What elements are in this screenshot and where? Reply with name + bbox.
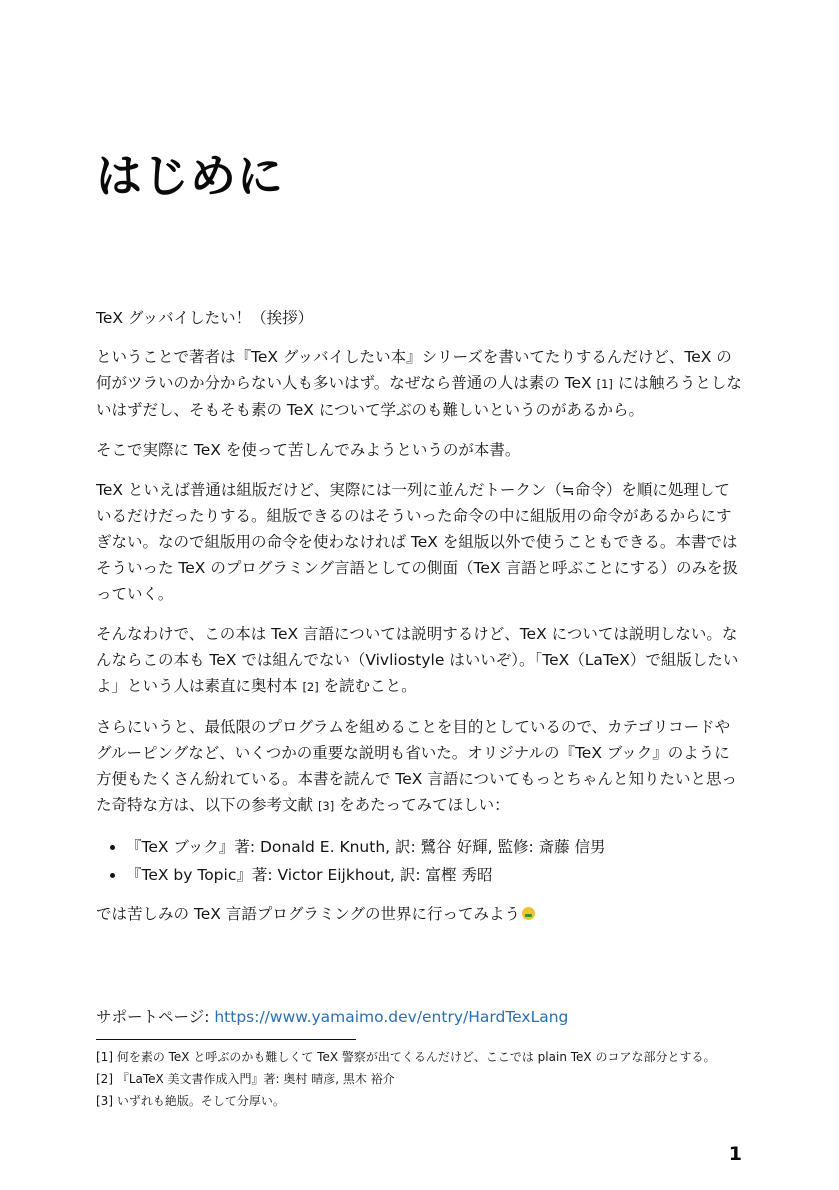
footnote-divider — [96, 1039, 356, 1040]
support-label: サポートページ: — [96, 1008, 215, 1026]
reference-item: • 『TeX ブック』著: Donald E. Knuth, 訳: 鷺谷 好輝, 監修: 斎藤 信男 — [126, 833, 744, 861]
page-title: はじめに — [96, 149, 284, 203]
sick-face-emoji-icon — [522, 907, 535, 920]
support-link[interactable]: https://www.yamaimo.dev/entry/HardTexLang — [214, 1008, 569, 1026]
paragraph-4-text-a: そんなわけで、この本は TeX 言語については説明するけど、TeX については説明しない。なんならこの本も TeX では組んでない（Vivliostyle はいいぞ）。「TeX（LaTeX）で組版したいよ」という人は素直に奥村本 — [96, 625, 739, 695]
footnote-2: [2] 『LaTeX 美文書作成入門』著: 奥村 晴彦, 黒木 裕介 — [96, 1072, 395, 1086]
intro-body — [96, 305, 744, 941]
paragraph-5-text-b: をあたってみてほしい： — [334, 796, 510, 814]
footnotes — [96, 1046, 756, 1112]
closing-paragraph — [96, 901, 744, 927]
paragraph-1 — [96, 344, 744, 423]
closing-text: では苦しみの TeX 言語プログラミングの世界に行ってみよう — [96, 905, 521, 923]
paragraph-4-text-b: を読むこと。 — [318, 677, 417, 695]
reference-item: • 『TeX by Topic』著: Victor Eijkhout, 訳: 富樫 秀昭 — [126, 861, 744, 889]
reference-list — [96, 833, 744, 889]
support-line — [96, 1004, 568, 1030]
paragraph-1-text-b: には触ろうとしないはずだし、そもそも素の TeX について学ぶのも難しいというのがあるから。 — [96, 374, 742, 419]
paragraph-1-text-a: ということで著者は『TeX グッバイしたい本』シリーズを書いてたりするんだけど、TeX の何がツラいのか分からない人も多いはず。なぜなら普通の人は素の TeX — [96, 348, 732, 392]
greeting-paragraph: TeX グッバイしたい！（挨拶） — [96, 309, 314, 327]
citation-1[interactable]: [1] — [596, 377, 613, 391]
paragraph-2: そこで実際に TeX を使って苦しんでみようというのが本書。 — [96, 441, 521, 459]
citation-3[interactable]: [3] — [317, 799, 335, 813]
paragraph-5 — [96, 714, 744, 819]
paragraph-4 — [96, 621, 744, 700]
footnote-1: [1] 何を素の TeX と呼ぶのかも難しくて TeX 警察が出てくるんだけど、ここでは plain TeX のコアな部分とする。 — [96, 1050, 716, 1064]
paragraph-5-text-a: さらにいうと、最低限のプログラムを組めることを目的としているので、カテゴリコードやグルーピングなど、いくつかの重要な説明も省いた。オリジナルの『TeX ブック』のように方便もたくさん紛れている。本書を読んで TeX 言語についてもっとちゃんと知りたいと思った奇特な方は、以下の参考文献 — [96, 718, 738, 814]
citation-2[interactable]: [2] — [302, 680, 319, 694]
page-number: 1 — [728, 1143, 742, 1165]
paragraph-3: TeX といえば普通は組版だけど、実際には一列に並んだトークン（≒命令）を順に処理しているだけだったりする。組版できるのはそういった命令の中に組版用の命令があるからにすぎない。なので組版用の命令を使わなければ TeX を組版以外で使うこともできる。本書ではそういった TeX のプログラミング言語としての側面（TeX 言語と呼ぶことにする）のみを扱っていく。 — [96, 481, 738, 603]
footnote-3: [3] いずれも絶版。そして分厚い。 — [96, 1094, 285, 1108]
